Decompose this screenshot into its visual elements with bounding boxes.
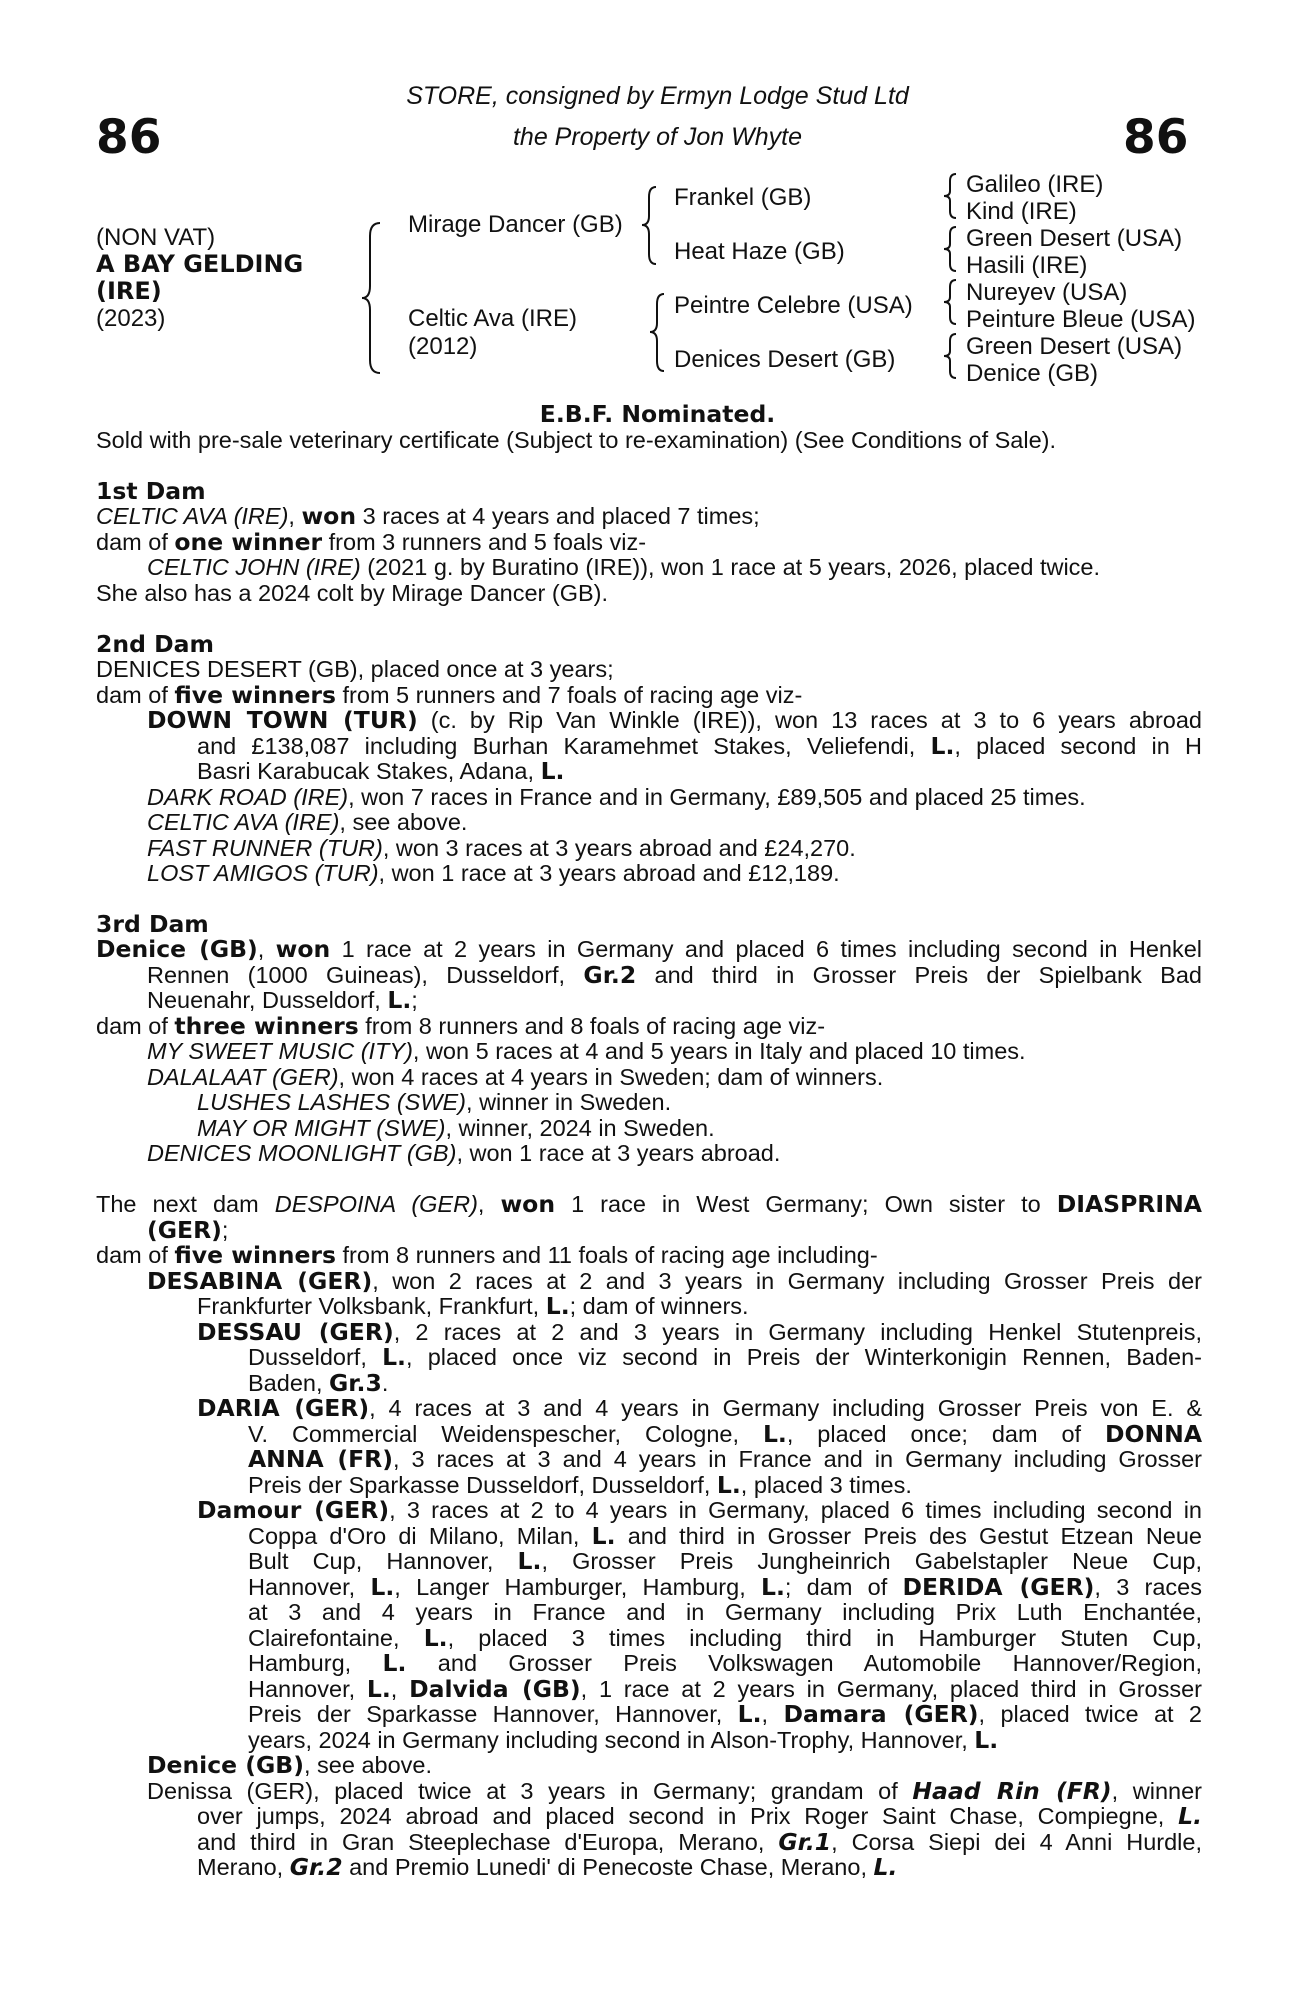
bold-text — [290, 1853, 343, 1881]
pedigree-brace-sd — [942, 224, 962, 274]
dam-year: (2012) — [408, 333, 478, 360]
lot-number-left: 86 — [96, 110, 162, 165]
next-dam-line-cont — [147, 1218, 228, 1244]
pedigree-brace-dam — [648, 290, 672, 375]
bold-text: Denice (GB) — [96, 935, 258, 963]
text-segment: over jumps, 2024 abroad and placed second in Prix Roger Saint Chase, Compiegne, — [197, 1803, 1179, 1829]
first-dam-foal — [147, 555, 1100, 581]
italic-text: FAST RUNNER (TUR) — [147, 835, 383, 861]
pedigree-dsd: Peinture Bleue (USA) — [966, 306, 1196, 333]
text-segment: , won 1 race at 3 years abroad and £12,189. — [378, 860, 840, 886]
next-dam-line — [96, 1192, 1202, 1218]
sire: Mirage Dancer (GB) — [408, 211, 623, 238]
pedigree-brace-dd — [942, 331, 962, 381]
text-segment: Hannover, — [248, 1574, 371, 1600]
text-segment: Baden, — [248, 1370, 330, 1396]
italic-text: LOST AMIGOS (TUR) — [147, 860, 379, 886]
bold-text: ANNA (FR) — [248, 1445, 393, 1473]
bold-text: (GER) — [147, 1216, 222, 1244]
text-segment: , 3 races at 2 to 4 years in Germany, placed 6 times including second in — [389, 1497, 1202, 1523]
second-dam-foal-5 — [147, 861, 840, 887]
text-segment: , placed once viz second in Preis der Winterkonigin Rennen, Baden- — [405, 1344, 1202, 1370]
text-segment: 3 races at 4 years and placed 7 times; — [356, 503, 760, 529]
text-segment: V. Commercial Weidenspescher, Cologne, — [248, 1421, 763, 1447]
text-segment: , winner, 2024 in Sweden. — [445, 1115, 715, 1141]
bold-text: L. — [382, 1343, 406, 1371]
text-segment: ; — [221, 1217, 229, 1243]
bold-text: L. — [387, 986, 412, 1014]
vet-certificate: Sold with pre-sale veterinary certificate (Subject to re-examination) (See Conditions of Sale). — [96, 427, 1057, 453]
bold-text: L. — [760, 1573, 785, 1601]
text-segment: , won 5 races at 4 and 5 years in Italy and placed 10 times. — [412, 1038, 1026, 1064]
text-segment: Hannover, — [248, 1676, 367, 1702]
italic-text: DARK ROAD (IRE) — [147, 784, 349, 810]
second-dam-foal-4 — [147, 836, 856, 862]
text-segment: , Grosser Preis Jungheinrich Gabelstapler Neue Cup, — [541, 1548, 1202, 1574]
pedigree-ddd: Denice (GB) — [966, 360, 1099, 387]
bold-text: Gr.2 — [583, 961, 637, 989]
text-segment: , won 2 races at 2 and 3 years in Germany including Grosser Preis der — [372, 1268, 1202, 1294]
text-segment: , placed second in H — [954, 733, 1202, 759]
bold-text: won — [500, 1190, 556, 1218]
bold-text: five winners — [174, 1241, 336, 1269]
consignor-line: STORE, consigned by Ermyn Lodge Stud Ltd — [406, 82, 909, 110]
text-segment: , see above. — [303, 1752, 433, 1778]
text-segment: , won 3 races at 3 years abroad and £24,270. — [382, 835, 856, 861]
text-segment: The next dam — [96, 1191, 275, 1217]
bold-text: Dalvida (GB) — [409, 1675, 581, 1703]
text-segment: and third in Gran Steeplechase d'Europa, Merano, — [197, 1829, 779, 1855]
grandfoal-damour — [197, 1498, 1202, 1524]
text-segment: and third in Grosser Preis des Gestut Etzean Neue — [615, 1523, 1202, 1549]
grandfoal-daria-cont2 — [248, 1447, 1202, 1473]
second-dam-foal-3 — [147, 810, 467, 836]
pedigree-sss: Galileo (IRE) — [966, 171, 1104, 198]
next-dam-foal-denissa-cont2 — [197, 1830, 1202, 1856]
text-segment: Denissa (GER), placed twice at 3 years in Germany; grandam of — [147, 1778, 913, 1804]
italic-text: DALALAAT (GER) — [147, 1064, 339, 1090]
bold-text: won — [275, 935, 331, 963]
text-segment: ; dam of winners. — [569, 1293, 749, 1319]
pedigree-brace-ds — [942, 277, 962, 327]
text-segment: Neuenahr, Dusseldorf, — [147, 987, 388, 1013]
bold-text — [778, 1828, 831, 1856]
third-dam-line-cont2 — [147, 988, 418, 1014]
text-segment: from 5 runners and 7 foals of racing age viz- — [335, 682, 803, 708]
italic-text: CELTIC AVA (IRE) — [147, 809, 340, 835]
text-segment: Dusseldorf, — [248, 1344, 383, 1370]
bold-text: DOWN TOWN (TUR) — [147, 706, 418, 734]
pedigree-brace-sire — [640, 183, 664, 268]
text-segment: (2021 g. by Buratino (IRE)), won 1 race at 5 years, 2026, placed twice. — [360, 554, 1101, 580]
bold-text: DARIA (GER) — [197, 1394, 370, 1422]
next-dam-foal-denissa-cont — [197, 1804, 1202, 1830]
second-dam-foal-2 — [147, 785, 1086, 811]
text-segment: , — [761, 1701, 784, 1727]
bold-text: L. — [762, 1420, 787, 1448]
vat-status: (NON VAT) — [96, 224, 216, 251]
bold-text: L. — [974, 1726, 999, 1754]
grandfoal-damour-cont5 — [248, 1626, 1202, 1652]
bold-text: L. — [517, 1547, 542, 1575]
grandfoal-daria-cont3 — [248, 1473, 912, 1499]
italic-text: CELTIC AVA (IRE) — [96, 503, 289, 529]
bold-text: L. — [366, 1675, 391, 1703]
text-segment: , 3 races at 3 and 4 years in France and in Germany including Grosser — [392, 1446, 1202, 1472]
pedigree-brace-ss — [942, 171, 962, 221]
text-segment: (c. by Rip Van Winkle (IRE)), won 13 races at 3 to 6 years abroad — [417, 707, 1202, 733]
pedigree-ssd: Kind (IRE) — [966, 198, 1077, 225]
bold-text: Gr.3 — [329, 1369, 382, 1397]
third-dam-line-cont — [147, 963, 1202, 989]
third-dam-foal-2 — [147, 1065, 883, 1091]
second-dam-foal-1 — [147, 708, 1202, 734]
third-dam-line — [96, 937, 1202, 963]
next-dam-foal-desabina — [147, 1269, 1202, 1295]
bold-text: DESSAU (GER) — [197, 1318, 394, 1346]
text-segment: and third in Grosser Preis der Spielbank Bad — [636, 962, 1202, 988]
ebf-nominated: E.B.F. Nominated. — [539, 400, 776, 428]
grandfoal-damour-cont7 — [248, 1677, 1202, 1703]
bold-text: three winners — [174, 1012, 359, 1040]
italic-text: DENICES MOONLIGHT (GB) — [147, 1140, 457, 1166]
first-dam-heading: 1st Dam — [96, 477, 206, 505]
text-segment: Coppa d'Oro di Milano, Milan, — [248, 1523, 592, 1549]
text-segment: dam of — [96, 1013, 175, 1039]
text-segment: Preis der Sparkasse Hannover, Hannover, — [248, 1701, 738, 1727]
third-dam-grandfoal-2 — [197, 1116, 715, 1142]
grandfoal-damour-cont9 — [248, 1728, 998, 1754]
text-segment: and £138,087 including Burhan Karamehmet Stakes, Veliefendi, — [197, 733, 931, 759]
italic-text: DESPOINA (GER) — [274, 1191, 478, 1217]
bold-text — [912, 1777, 1111, 1805]
text-segment: , placed twice at 2 — [978, 1701, 1203, 1727]
bold-text: L. — [540, 757, 565, 785]
grandfoal-dessau — [197, 1320, 1202, 1346]
italic-text: MY SWEET MUSIC (ITY) — [147, 1038, 413, 1064]
italic-text: L. — [873, 1853, 898, 1881]
text-segment: Clairefontaine, — [248, 1625, 424, 1651]
text-segment: , — [288, 503, 295, 529]
second-dam-foal-1-cont — [197, 734, 1202, 760]
bold-text: DESABINA (GER) — [147, 1267, 373, 1295]
bold-text: Denice (GB) — [147, 1751, 304, 1779]
grandfoal-daria — [197, 1396, 1202, 1422]
text-segment: dam of — [96, 682, 175, 708]
bold-text: Damour (GER) — [197, 1496, 390, 1524]
grandfoal-damour-cont6 — [248, 1651, 1202, 1677]
bold-text: L. — [382, 1649, 407, 1677]
text-segment: 1 race in West Germany; Own sister to — [555, 1191, 1057, 1217]
third-dam-heading: 3rd Dam — [96, 910, 209, 938]
pedigree-dss: Nureyev (USA) — [966, 279, 1128, 306]
text-segment: , winner — [1111, 1778, 1202, 1804]
bold-text: L. — [737, 1700, 762, 1728]
text-segment: dam of — [96, 1242, 175, 1268]
italic-text: MAY OR MIGHT (SWE) — [197, 1115, 446, 1141]
pedigree-sds: Green Desert (USA) — [966, 225, 1183, 252]
text-segment: dam of — [96, 529, 175, 555]
first-dam-line — [96, 504, 760, 530]
dam: Celtic Ava (IRE) — [408, 305, 577, 332]
text-segment: years, 2024 in Germany including second in Alson-Trophy, Hannover, — [248, 1727, 975, 1753]
text-segment: Preis der Sparkasse Dusseldorf, Dusseldorf, — [248, 1472, 717, 1498]
bold-text: L. — [370, 1573, 395, 1601]
bold-text — [1178, 1802, 1202, 1830]
grandfoal-damour-cont2 — [248, 1549, 1202, 1575]
grandfoal-dessau-cont — [248, 1345, 1202, 1371]
third-dam-foal-3 — [147, 1141, 780, 1167]
third-dam-produce-summary — [96, 1014, 825, 1040]
italic-text: Gr.1 — [778, 1828, 832, 1856]
third-dam-grandfoal-1 — [197, 1090, 671, 1116]
text-segment: Frankfurter Volksbank, Frankfurt, — [197, 1293, 546, 1319]
next-dam-foal-desabina-cont — [197, 1294, 749, 1320]
second-dam-heading: 2nd Dam — [96, 630, 214, 658]
next-dam-foal-denissa-cont3 — [197, 1855, 897, 1881]
text-segment: and Grosser Preis Volkswagen Automobile Hannover/Region, — [406, 1650, 1203, 1676]
text-segment: from 8 runners and 8 foals of racing age viz- — [358, 1013, 826, 1039]
text-segment: , — [477, 1191, 501, 1217]
text-segment: Rennen (1000 Guineas), Dusseldorf, — [147, 962, 584, 988]
grandfoal-damour-cont4: at 3 and 4 years in France and in Germany including Prix Luth Enchantée, — [248, 1599, 1202, 1625]
first-dam-note: She also has a 2024 colt by Mirage Dancer (GB). — [96, 580, 609, 606]
grandfoal-damour-cont — [248, 1524, 1202, 1550]
text-segment: , won 4 races at 4 years in Sweden; dam of winners. — [338, 1064, 884, 1090]
next-dam-foal-denice — [147, 1753, 432, 1779]
second-dam-line: DENICES DESERT (GB), placed once at 3 years; — [96, 656, 614, 682]
text-segment: , see above. — [339, 809, 468, 835]
sire-sire: Frankel (GB) — [674, 184, 812, 211]
grandfoal-daria-cont — [248, 1422, 1202, 1448]
bold-text: L. — [716, 1471, 741, 1499]
text-segment: , — [390, 1676, 410, 1702]
bold-text: DIASPRINA — [1056, 1190, 1202, 1218]
bold-text: L. — [545, 1292, 570, 1320]
text-segment: . — [381, 1370, 389, 1396]
bold-text — [874, 1853, 898, 1881]
next-dam-foal-denissa — [147, 1779, 1202, 1805]
dam-sire: Peintre Celebre (USA) — [674, 292, 913, 319]
italic-text: CELTIC JOHN (IRE) — [147, 554, 361, 580]
bold-text: L. — [423, 1624, 448, 1652]
text-segment: , 3 races — [1094, 1574, 1202, 1600]
text-segment: , 2 races at 2 and 3 years in Germany including Henkel Stutenpreis, — [393, 1319, 1202, 1345]
text-segment: Merano, — [197, 1854, 290, 1880]
pedigree-dds: Green Desert (USA) — [966, 333, 1183, 360]
text-segment: , Corsa Siepi dei 4 Anni Hurdle, — [831, 1829, 1202, 1855]
text-segment: , Langer Hamburger, Hamburg, — [394, 1574, 761, 1600]
second-dam-foal-1-cont2 — [197, 759, 564, 785]
text-segment: , winner in Sweden. — [466, 1089, 672, 1115]
text-segment: , 4 races at 3 and 4 years in Germany including Grosser Preis von E. & — [369, 1395, 1202, 1421]
text-segment: ; — [411, 987, 418, 1013]
grandfoal-damour-cont8 — [248, 1702, 1202, 1728]
text-segment: , placed once; dam of — [786, 1421, 1105, 1447]
next-dam-produce-summary — [96, 1243, 878, 1269]
first-dam-produce-summary — [96, 530, 646, 556]
text-segment: Bult Cup, Hannover, — [248, 1548, 518, 1574]
bold-text: Damara (GER) — [783, 1700, 979, 1728]
bold-text: L. — [930, 732, 955, 760]
bold-text: won — [301, 502, 357, 530]
italic-text: Haad Rin (FR) — [912, 1777, 1112, 1805]
text-segment: , — [257, 936, 276, 962]
italic-text: Gr.2 — [289, 1853, 343, 1881]
italic-text: L. — [1178, 1802, 1202, 1830]
bold-text: L. — [591, 1522, 616, 1550]
third-dam-foal-1 — [147, 1039, 1026, 1065]
italic-text: LUSHES LASHES (SWE) — [197, 1089, 467, 1115]
text-segment: from 3 runners and 5 foals viz- — [322, 529, 647, 555]
foaling-year: (2023) — [96, 305, 166, 332]
text-segment: 1 race at 2 years in Germany and placed 6 times including second in Henkel — [330, 936, 1202, 962]
text-segment: and Premio Lunedi' di Penecoste Chase, Merano, — [342, 1854, 874, 1880]
bold-text: DONNA — [1105, 1420, 1203, 1448]
text-segment: , placed 3 times including third in Hamburger Stuten Cup, — [447, 1625, 1202, 1651]
text-segment: , 1 race at 2 years in Germany, placed third in Grosser — [580, 1676, 1203, 1702]
bold-text: five winners — [174, 681, 336, 709]
bold-text: DERIDA (GER) — [902, 1573, 1095, 1601]
horse-description: A BAY GELDING — [96, 250, 304, 278]
text-segment: , won 1 race at 3 years abroad. — [456, 1140, 781, 1166]
grandfoal-dessau-cont2 — [248, 1371, 388, 1397]
grandfoal-damour-cont3 — [248, 1575, 1202, 1601]
lot-number-right: 86 — [1123, 110, 1189, 165]
text-segment: Hamburg, — [248, 1650, 383, 1676]
text-segment: , won 7 races in France and in Germany, £89,505 and placed 25 times. — [348, 784, 1086, 810]
bold-text: one winner — [174, 528, 323, 556]
text-segment: ; dam of — [784, 1574, 903, 1600]
pedigree-sdd: Hasili (IRE) — [966, 252, 1088, 279]
property-line: the Property of Jon Whyte — [512, 123, 803, 151]
sire-dam: Heat Haze (GB) — [674, 238, 845, 265]
pedigree-brace-main — [360, 218, 400, 378]
text-segment: , placed 3 times. — [740, 1472, 912, 1498]
text-segment: Basri Karabucak Stakes, Adana, — [197, 758, 541, 784]
text-segment: from 8 runners and 11 foals of racing age including- — [335, 1242, 878, 1268]
dam-dam: Denices Desert (GB) — [674, 346, 896, 373]
horse-origin: (IRE) — [96, 277, 162, 305]
second-dam-produce-summary — [96, 683, 802, 709]
